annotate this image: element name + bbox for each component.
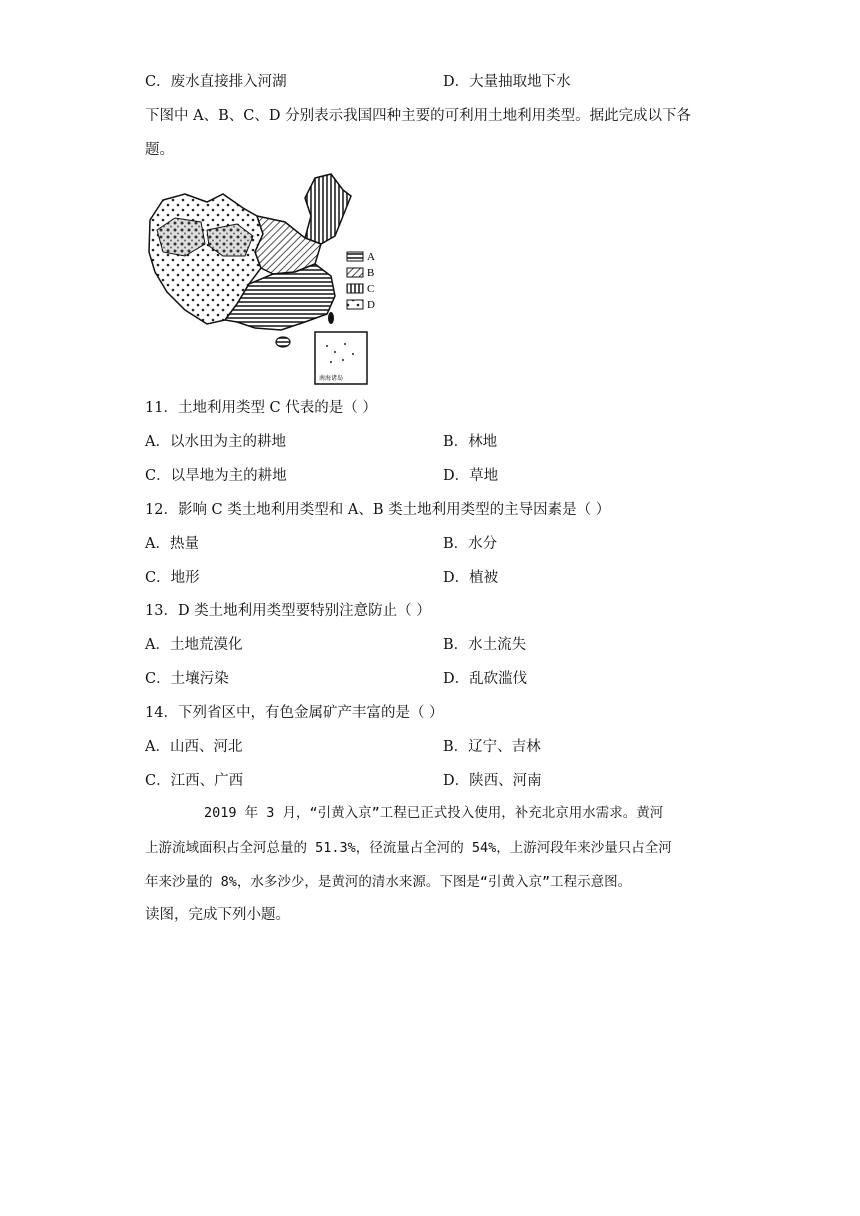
question-14-option-c: C．江西、广西 [145, 773, 244, 789]
legend-label-a: A [367, 251, 375, 263]
south-china-sea-inset [315, 332, 367, 384]
passage-line-3: 年来沙量的 8%，水多沙少，是黄河的清水来源。下图是“引黄入京”工程示意图。 [145, 874, 632, 890]
question-13-stem: 13．D 类土地利用类型要特别注意防止（ ） [145, 603, 431, 619]
legend-swatch-d [347, 300, 363, 309]
prev-option-d: D．大量抽取地下水 [443, 74, 571, 90]
question-14-stem: 14．下列省区中，有色金属矿产丰富的是（ ） [145, 705, 444, 721]
question-13-option-c: C．土壤污染 [145, 671, 229, 687]
passage-line-1: 2019 年 3 月，“引黄入京”工程已正式投入使用，补充北京用水需求。黄河 [204, 805, 664, 821]
question-12-option-a: A．热量 [145, 536, 199, 552]
intro-line-1: 下图中 A、B、C、D 分别表示我国四种主要的可利用土地利用类型。据此完成以下各 [145, 108, 692, 124]
map-legend [347, 251, 375, 311]
region-c-striped [305, 174, 351, 244]
legend-swatch-c [347, 284, 363, 293]
china-land-use-map [145, 172, 385, 386]
question-11-option-a: A．以水田为主的耕地 [145, 434, 286, 450]
question-13-option-d: D．乱砍滥伐 [443, 671, 528, 687]
passage-line-2: 上游流域面积占全河总量的 51.3%，径流量占全河的 54%，上游河段年来沙量只占全河 [145, 840, 672, 856]
legend-label-c: C [367, 283, 375, 295]
question-14-option-d: D．陕西、河南 [443, 773, 542, 789]
question-11-option-b: B．林地 [443, 434, 498, 450]
question-13-option-b: B．水土流失 [443, 637, 527, 653]
legend-label-b: B [367, 267, 375, 279]
question-12-option-d: D．植被 [443, 570, 499, 586]
legend-label-d: D [367, 299, 375, 311]
question-12-option-c: C．地形 [145, 570, 200, 586]
question-13-option-a: A．土地荒漠化 [145, 637, 243, 653]
question-11-stem: 11．土地利用类型 C 代表的是（ ） [145, 400, 377, 416]
passage-line-4: 读图，完成下列小题。 [145, 907, 290, 923]
taiwan-island [328, 312, 334, 324]
intro-line-2: 题。 [145, 142, 174, 158]
question-14-option-b: B．辽宁、吉林 [443, 739, 541, 755]
question-14-option-a: A．山西、河北 [145, 739, 243, 755]
question-12-option-b: B．水分 [443, 536, 498, 552]
question-11-option-d: D．草地 [443, 468, 499, 484]
legend-swatch-b [347, 268, 363, 277]
legend-swatch-a [347, 252, 363, 261]
prev-option-c: C．废水直接排入河湖 [145, 74, 287, 90]
question-12-stem: 12．影响 C 类土地利用类型和 A、B 类土地利用类型的主导因素是（ ） [145, 502, 611, 518]
hainan-island [276, 337, 290, 347]
question-11-option-c: C．以旱地为主的耕地 [145, 468, 287, 484]
inset-label: 南海诸岛 [319, 375, 344, 382]
